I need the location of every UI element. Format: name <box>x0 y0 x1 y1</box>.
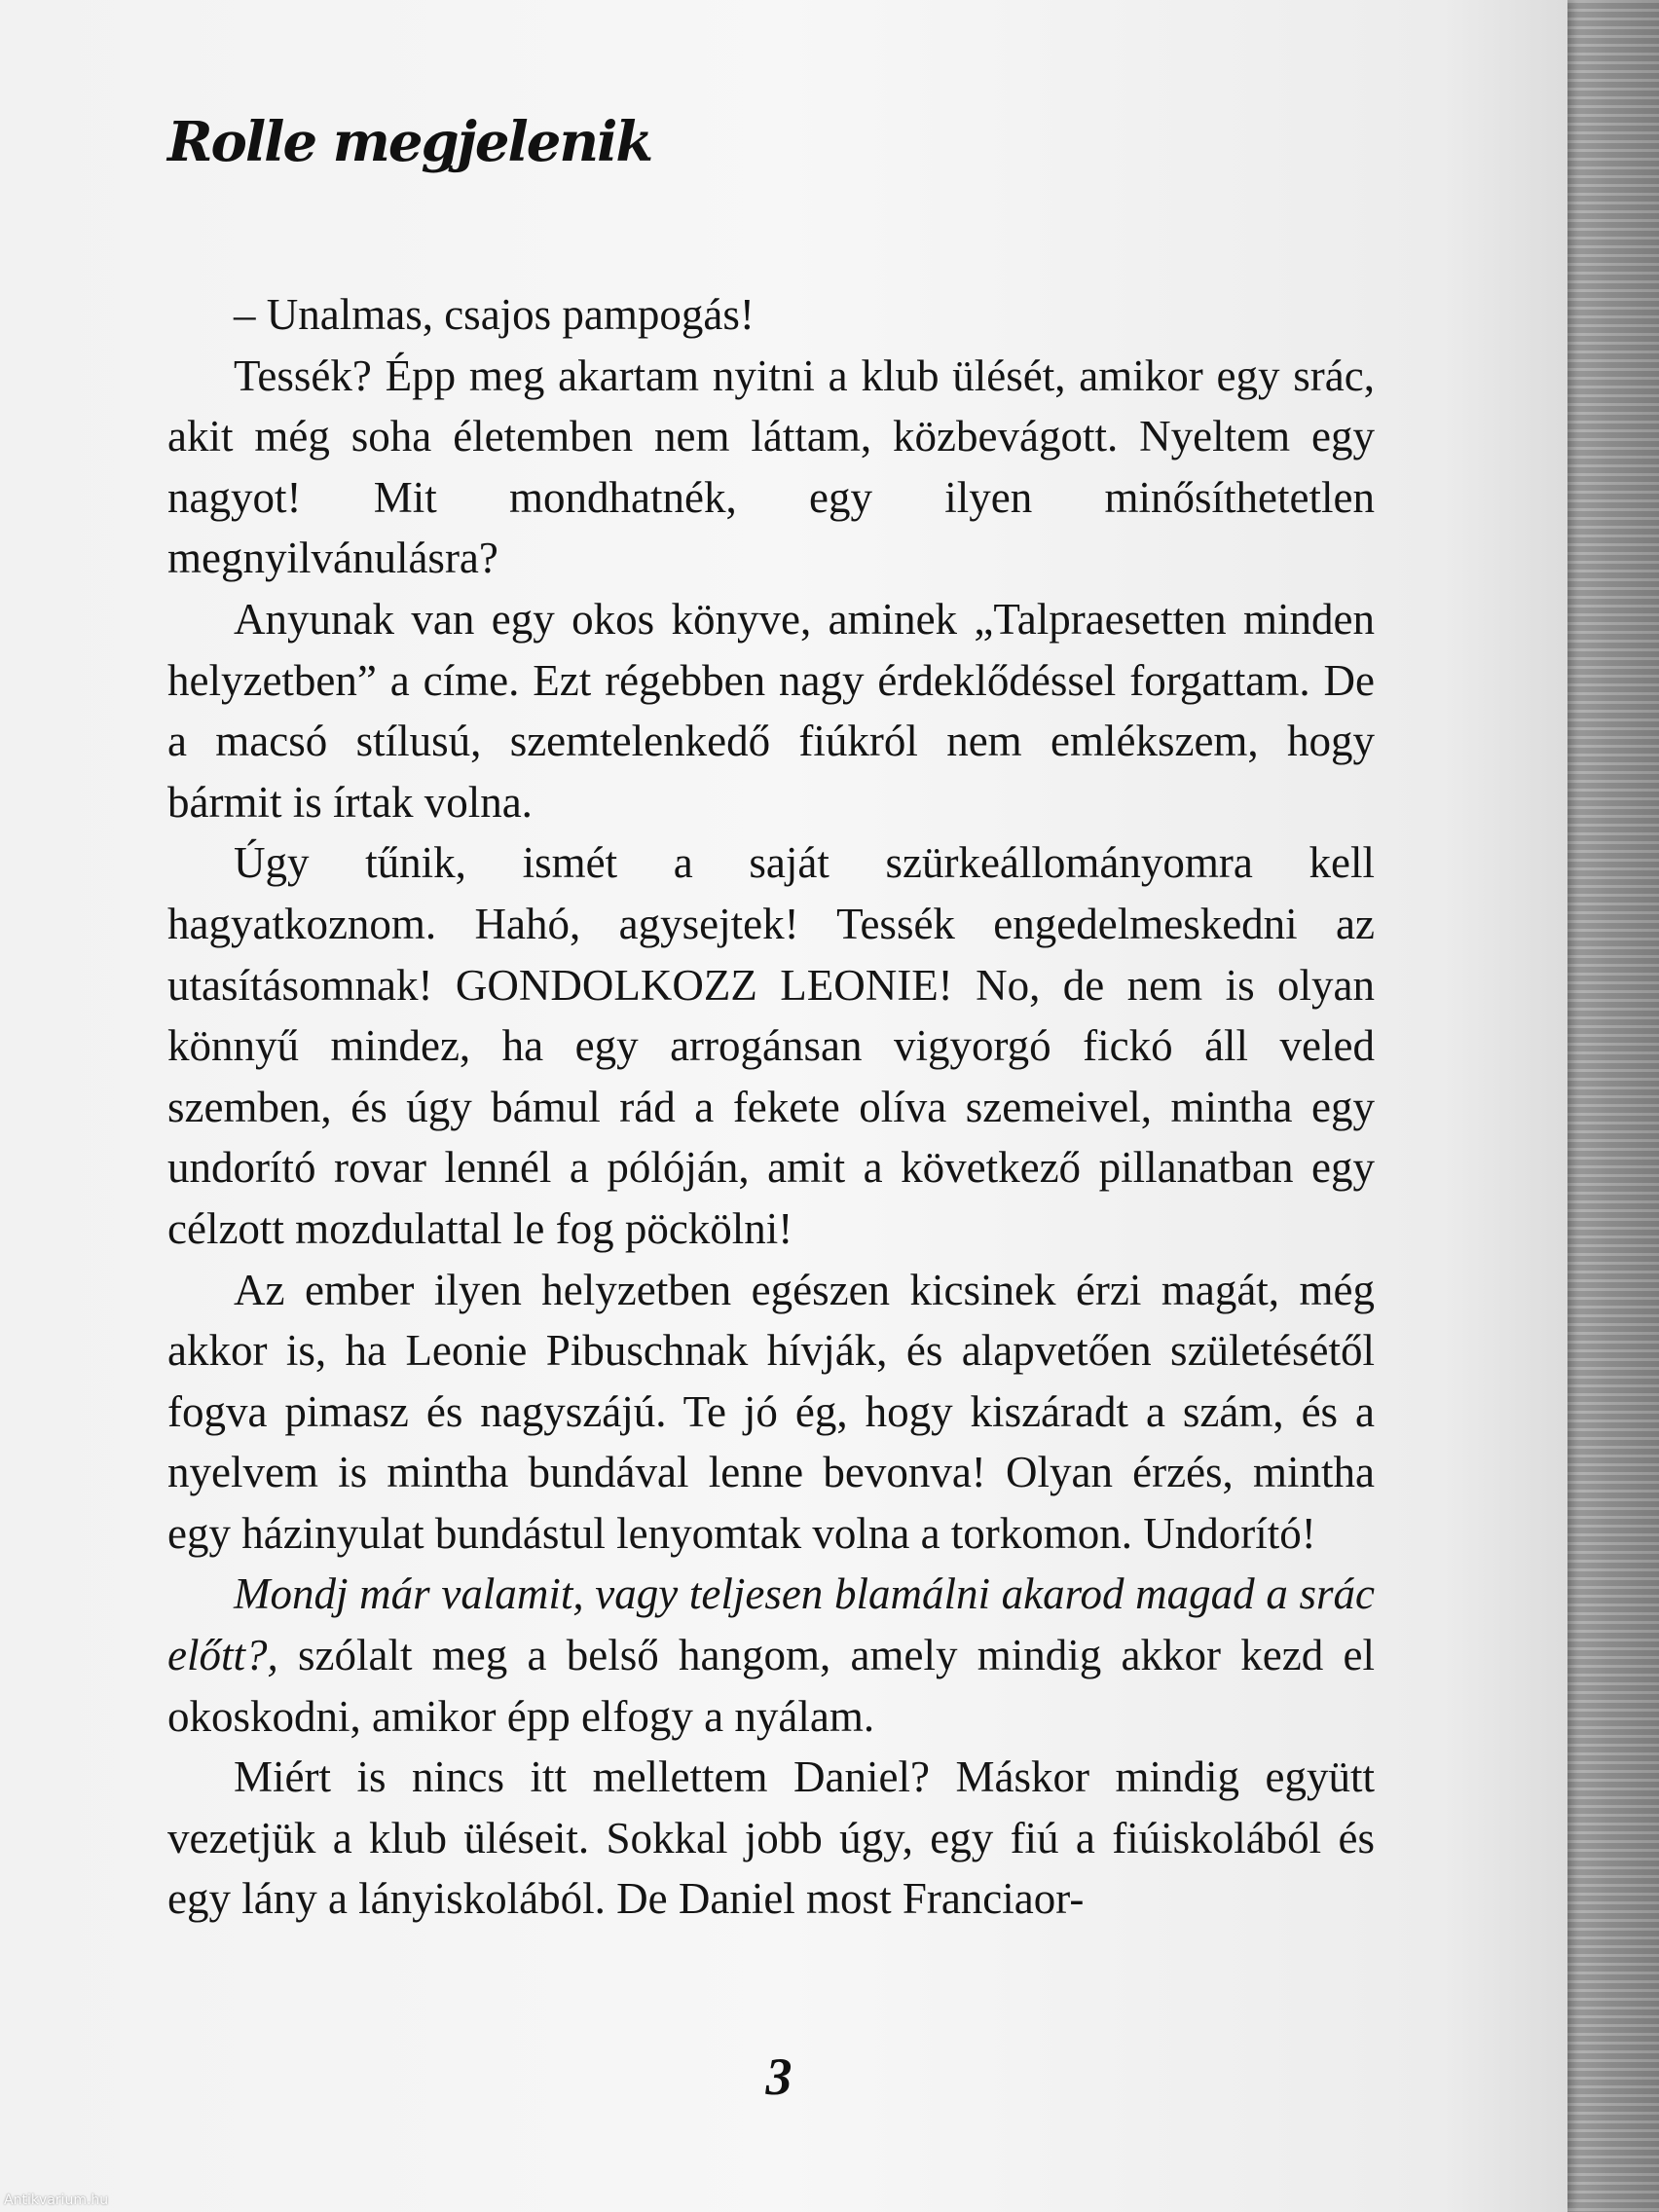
page-number: 3 <box>765 2047 793 2106</box>
paragraph-2 <box>167 346 1375 589</box>
paragraph-1-text: – Unalmas, csajos pampogás! <box>234 290 755 339</box>
paragraph-6-italic: Mondj már valamit, vagy teljesen blamálni akarod magad a srác előtt?, <box>167 1569 1375 1680</box>
paragraph-6-text: szólalt meg a belső hangom, amely mindig akkor kezd el okoskodni, amikor épp elfogy a nyálam. <box>167 1631 1375 1741</box>
watermark: Antikvarium.hu <box>4 2193 109 2208</box>
paragraph-3 <box>167 589 1375 832</box>
paragraph-4-text: Úgy tűnik, ismét a saját szürkeállományomra kell hagyatkoznom. Hahó, agysejtek! Tessék engedelmeskedni az utasításomnak! GONDOLKOZZ LEONIE! No, de nem is olyan könnyű mindez, ha egy arrogánsan vigyorgó fickó áll veled szemben, és úgy bámul rád a fekete olíva szemeivel, mintha egy undorító rovar lennél a pólóján, amit a következő pillanatban egy célzott mozdulattal le fog pöckölni! <box>167 838 1375 1253</box>
page-edges-background <box>1556 0 1659 2212</box>
body-text <box>167 284 1375 1930</box>
paragraph-7-text: Miért is nincs itt mellettem Daniel? Máskor mindig együtt vezetjük a klub üléseit. Sokkal jobb úgy, egy fiú a fiúiskolából és egy lány a lányiskolából. De Daniel most Franciaor- <box>167 1752 1375 1924</box>
paragraph-1 <box>167 284 1375 346</box>
chapter-title: Rolle megjelenik <box>167 110 652 174</box>
paragraph-2-text: Tessék? Épp meg akartam nyitni a klub ülését, amikor egy srác, akit még soha életemben nem láttam, közbevágott. Nyeltem egy nagyot! Mit mondhatnék, egy ilyen minősíthetetlen megnyilvánulásra? <box>167 350 1375 583</box>
paragraph-7 <box>167 1747 1375 1930</box>
paragraph-5-text: Az ember ilyen helyzetben egészen kicsinek érzi magát, még akkor is, ha Leonie Pibuschnak hívják, és alapvetően születésétől fogva pimasz és nagyszájú. Te jó ég, hogy kiszáradt a szám, és a nyelvem is mintha bundával lenne bevonva! Olyan érzés, mintha egy házinyulat bundástul lenyomtak volna a torkomon. Undorító! <box>167 1265 1375 1558</box>
paragraph-5 <box>167 1260 1375 1565</box>
paragraph-6 <box>167 1564 1375 1747</box>
paragraph-3-text: Anyunak van egy okos könyve, aminek „Talpraesetten minden helyzetben” a címe. Ezt régebben nagy érdeklődéssel forgattam. De a macsó stílusú, szemtelenkedő fiúkról nem emlékszem, hogy bármit is írtak volna. <box>167 594 1375 827</box>
paragraph-4 <box>167 832 1375 1259</box>
